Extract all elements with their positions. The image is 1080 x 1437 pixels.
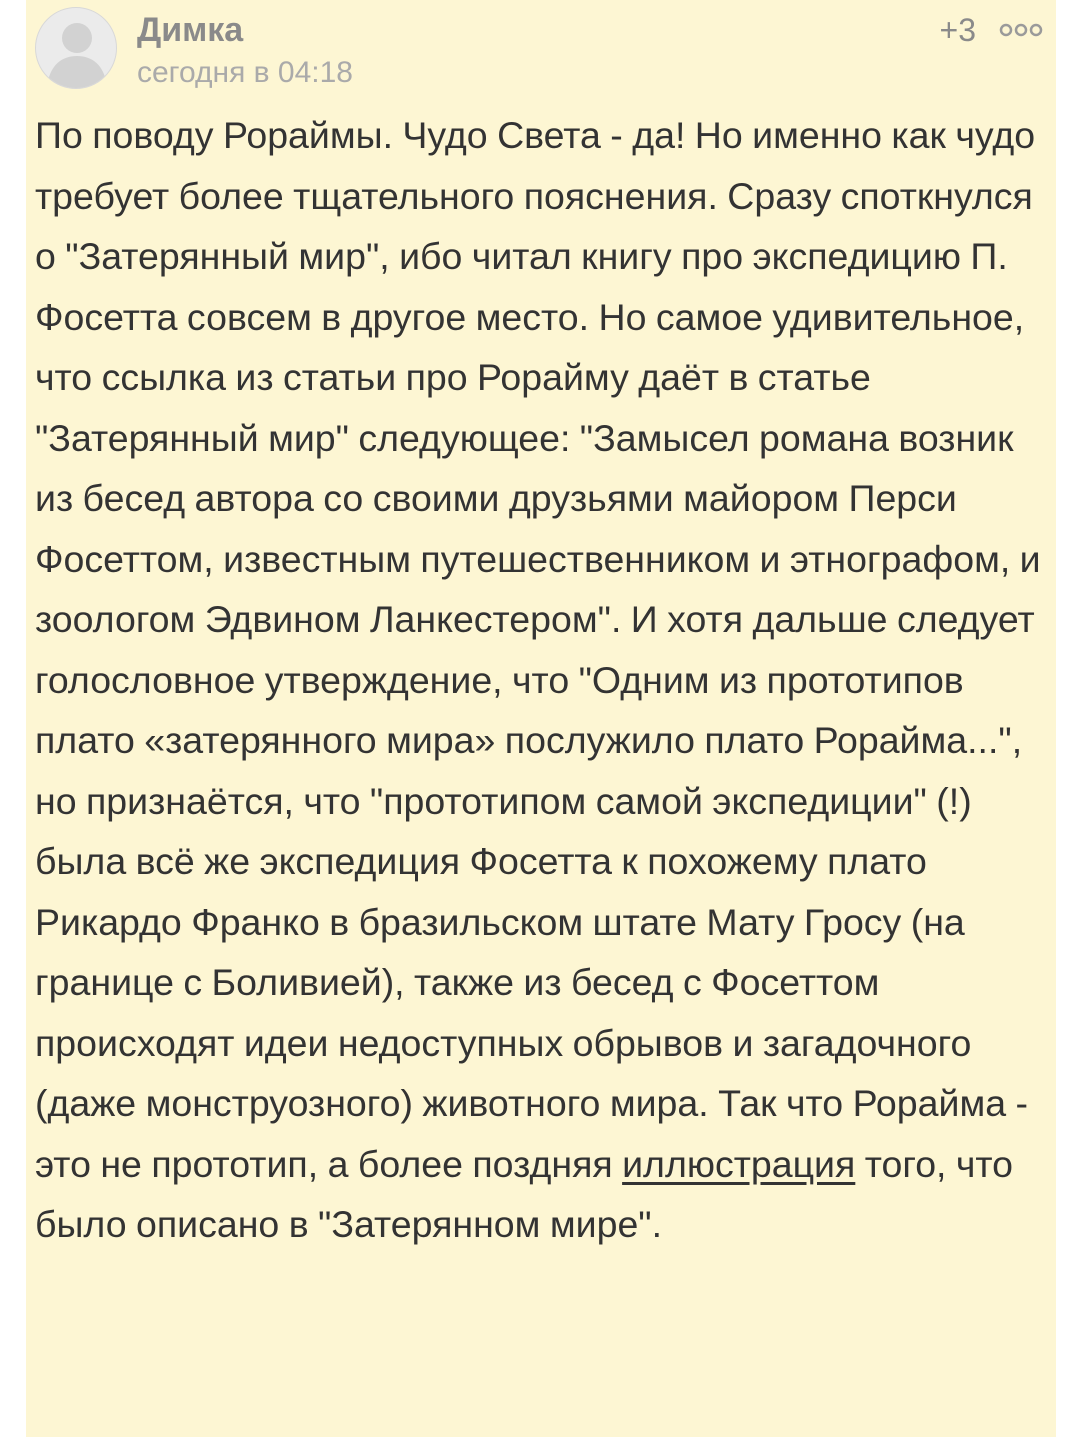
default-user-icon bbox=[36, 8, 117, 89]
author-avatar[interactable] bbox=[35, 7, 117, 89]
comment-body bbox=[35, 105, 1047, 1255]
comment-timestamp[interactable]: сегодня в 04:18 bbox=[137, 56, 353, 89]
author-name[interactable]: Димка bbox=[137, 11, 244, 49]
comment-paragraph bbox=[35, 105, 1047, 1255]
illustration-link[interactable]: иллюстрация bbox=[622, 1142, 856, 1185]
more-options-button[interactable] bbox=[998, 18, 1044, 42]
comment-card bbox=[26, 0, 1056, 1437]
ellipsis-icon bbox=[998, 18, 1044, 42]
comment-rating: +3 bbox=[939, 12, 976, 48]
comment-text-end: того, что было описано в "Затерянном мире". bbox=[35, 1142, 1014, 1245]
comment-text-start: По поводу Рораймы. Чудо Света - да! Но именно как чудо требует более тщательного пояснения. Сразу споткнулся о "Затерянный мир", ибо читал книгу про экспедицию П. Фосетта совсем в другое место. Но самое удивительное, что ссылка из статьи про Рорайму даёт в статье "Затерянный мир" следующее: "Замысел романа возник из бесед автора со своими друзьями майором Перси Фосеттом, известным путешественником и этнографом, и зоологом Эдвином Ланкестером". И хотя дальше следует голословное утверждение, что "Одним из прототипов плато «затерянного мира» послужило плато Рорайма...", но признаётся, что "прототипом самой экспедиции" (!) была всё же экспедиция Фосетта к похожему плато Рикардо Франко в бразильском штате Мату Гросу (на границе с Боливией), также из бесед с Фосеттом происходят идеи недоступных обрывов и загадочного (даже монструозного) животного мира. Так что Рорайма - это не прототип, а более поздняя bbox=[35, 114, 1041, 1185]
